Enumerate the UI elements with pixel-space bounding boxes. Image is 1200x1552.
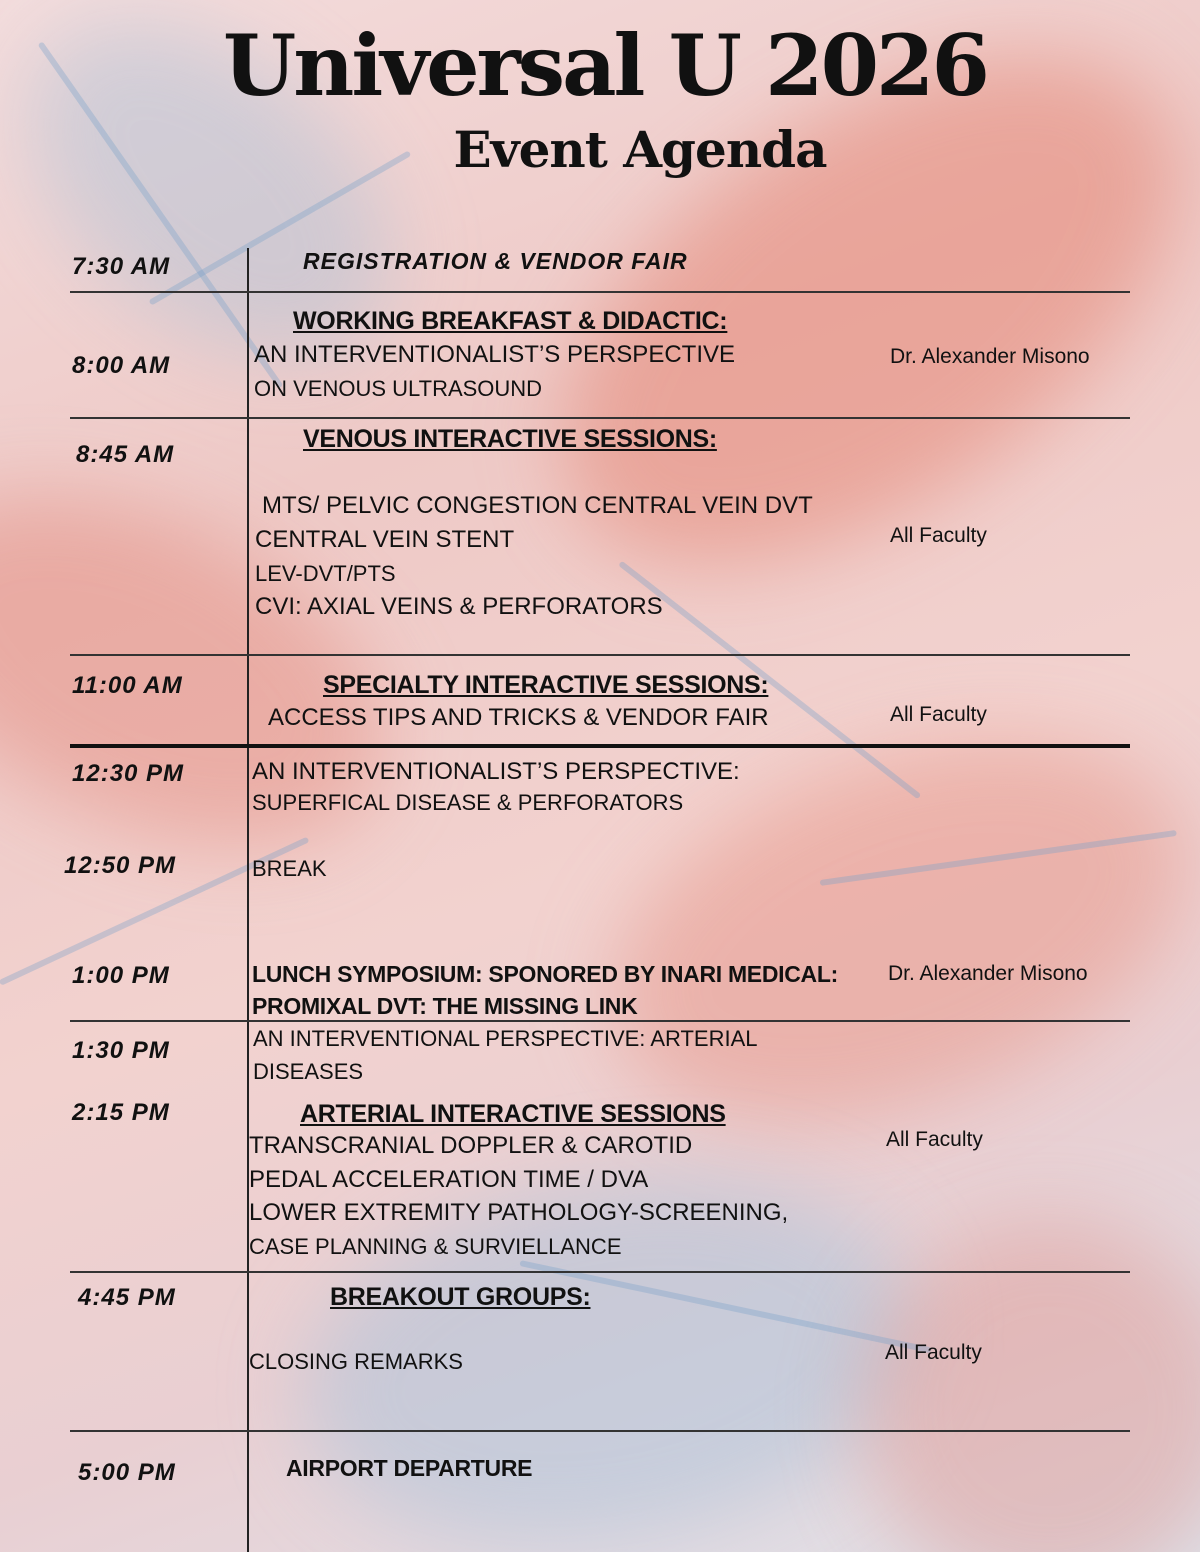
row-divider [70,1430,1130,1432]
faculty-name: All Faculty [890,703,987,726]
session-line: SUPERFICAL DISEASE & PERFORATORS [252,790,684,815]
row-divider [70,1271,1130,1273]
page-title: Universal U 2026 [223,16,987,115]
row-divider [70,417,1130,419]
session-line: AN INTERVENTIONALIST’S PERSPECTIVE [254,341,735,368]
time-slot: 8:00 AM [72,352,171,379]
session-line: AN INTERVENTIONALIST’S PERSPECTIVE: [252,758,740,785]
time-slot: 1:30 PM [72,1037,170,1064]
time-slot: 8:45 AM [76,441,175,468]
time-slot: 1:00 PM [72,962,170,989]
session-heading: BREAKOUT GROUPS: [330,1283,591,1311]
time-slot: 12:50 PM [64,852,177,879]
time-slot: 2:15 PM [72,1099,170,1126]
session-line: AN INTERVENTIONAL PERSPECTIVE: ARTERIAL [253,1026,758,1051]
session-line: PEDAL ACCELERATION TIME / DVA [249,1166,649,1193]
session-line: CENTRAL VEIN STENT [255,526,515,553]
row-divider [70,291,1130,293]
time-slot: 12:30 PM [72,760,185,787]
row-divider [70,654,1130,656]
session-heading: SPECIALTY INTERACTIVE SESSIONS: [323,671,769,699]
session-line: ON VENOUS ULTRASOUND [254,376,543,401]
faculty-name: All Faculty [886,1128,983,1151]
session-heading: VENOUS INTERACTIVE SESSIONS: [303,425,717,453]
session-line: PROMIXAL DVT: THE MISSING LINK [252,993,638,1019]
row-divider [70,1020,1130,1022]
session-line: LOWER EXTREMITY PATHOLOGY-SCREENING, [249,1199,789,1226]
session-heading: ARTERIAL INTERACTIVE SESSIONS [300,1100,726,1128]
time-slot: 5:00 PM [78,1459,176,1486]
time-slot: 11:00 AM [72,672,183,699]
page-subtitle: Event Agenda [453,120,827,179]
session-line: ACCESS TIPS AND TRICKS & VENDOR FAIR [268,704,769,731]
time-slot: 7:30 AM [72,253,171,280]
faculty-name: All Faculty [885,1341,982,1364]
faculty-name: All Faculty [890,524,987,547]
session-line: LUNCH SYMPOSIUM: SPONORED BY INARI MEDICAL: [252,961,838,987]
session-heading: AIRPORT DEPARTURE [286,1455,533,1481]
session-line: MTS/ PELVIC CONGESTION CENTRAL VEIN DVT [262,492,813,519]
session-line: BREAK [252,856,327,881]
session-line: CLOSING REMARKS [249,1349,463,1374]
session-line: DISEASES [253,1059,364,1084]
session-heading: WORKING BREAKFAST & DIDACTIC: [293,307,728,335]
row-divider-thick [70,744,1130,748]
faculty-name: Dr. Alexander Misono [888,962,1088,985]
session-line: CASE PLANNING & SURVIELLANCE [249,1234,622,1259]
session-heading: REGISTRATION & VENDOR FAIR [303,248,688,274]
time-slot: 4:45 PM [78,1284,176,1311]
session-line: TRANSCRANIAL DOPPLER & CAROTID [249,1132,693,1159]
faculty-name: Dr. Alexander Misono [890,345,1090,368]
session-line: CVI: AXIAL VEINS & PERFORATORS [255,593,663,620]
session-line: LEV-DVT/PTS [255,561,396,586]
